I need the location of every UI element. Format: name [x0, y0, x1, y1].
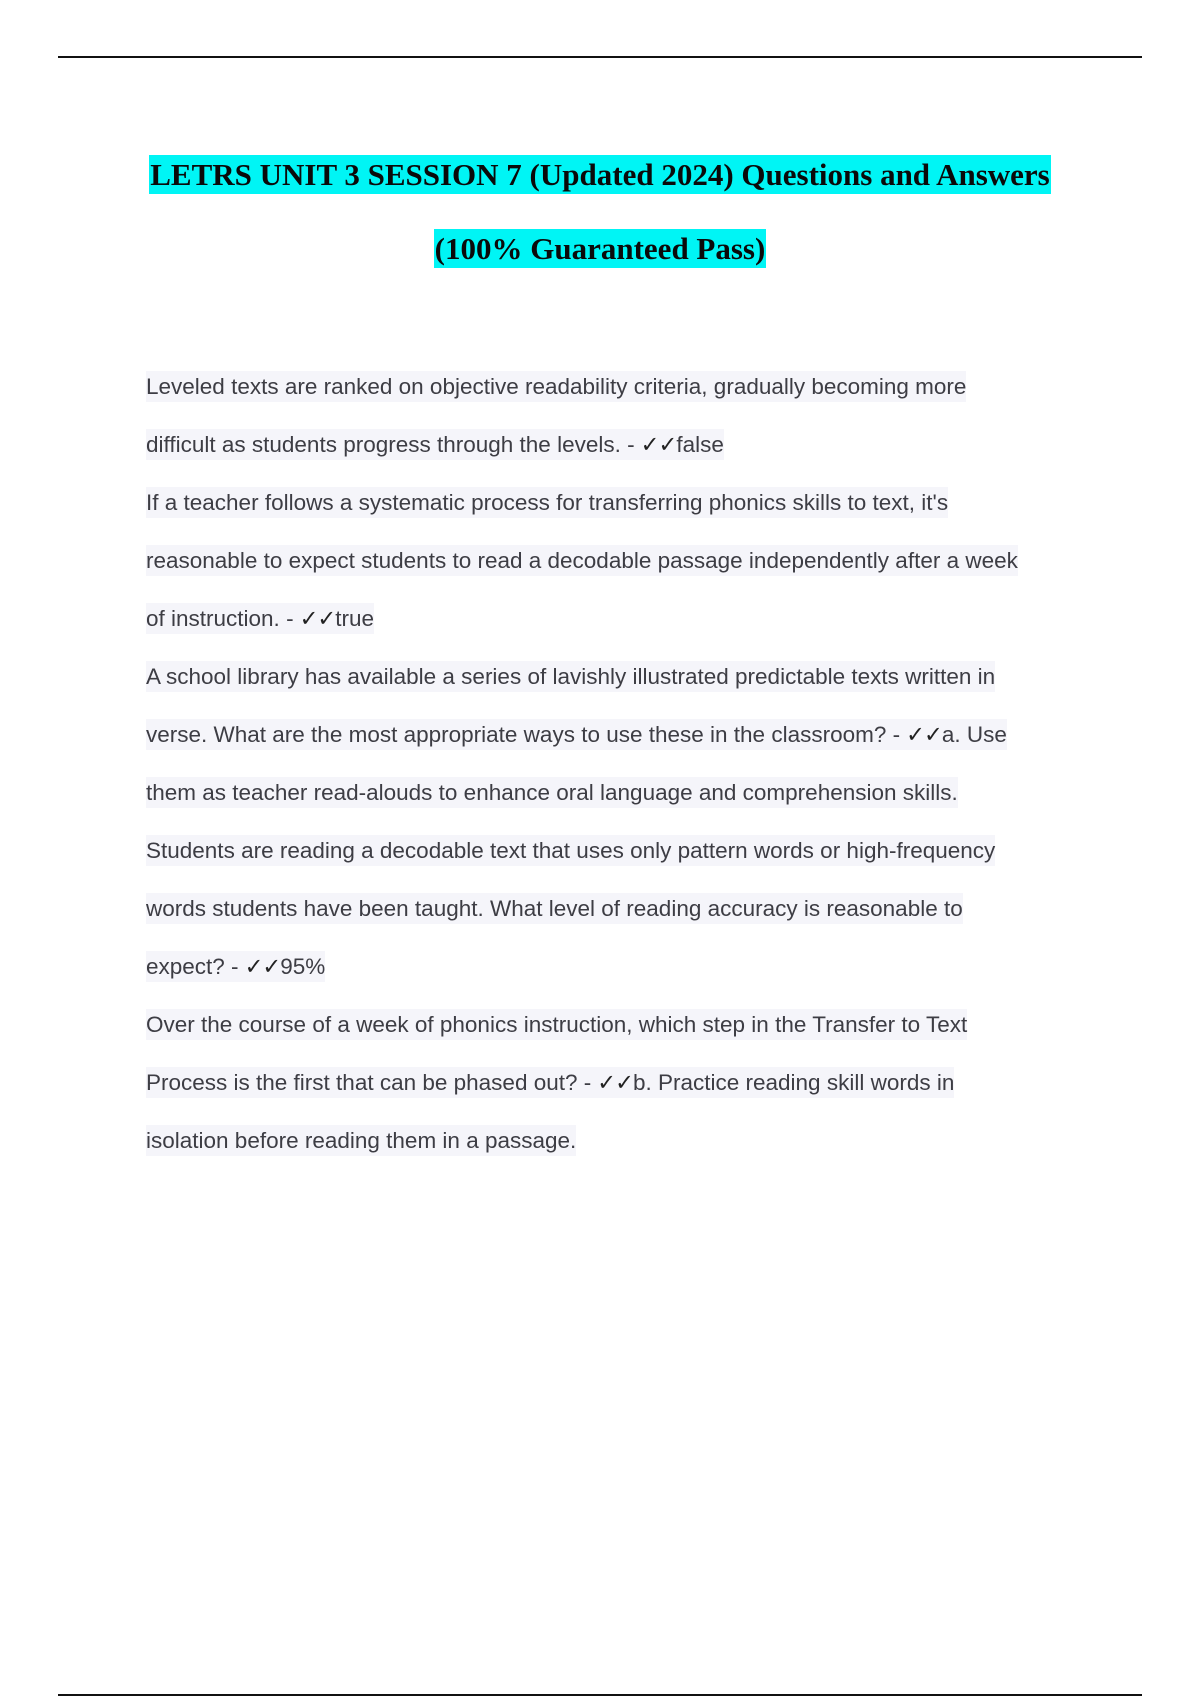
double-check-icon: ✓✓ [640, 432, 677, 457]
double-check-icon: ✓✓ [597, 1070, 633, 1095]
question-text: Process is the first that can be phased out? - [146, 1070, 592, 1095]
qa-item [146, 367, 1106, 483]
question-text: reasonable to expect students to read a decodable passage independently after a week [146, 545, 1018, 576]
question-text: Leveled texts are ranked on objective readability criteria, gradually becoming more [146, 371, 966, 402]
question-text: verse. What are the most appropriate ways to use these in the classroom? - [146, 722, 901, 747]
title-line-1: LETRS UNIT 3 SESSION 7 (Updated 2024) Questions and Answers [150, 157, 1050, 192]
question-text: Over the course of a week of phonics instruction, which step in the Transfer to Text [146, 1009, 967, 1040]
question-text: Students are reading a decodable text that uses only pattern words or high-frequency [146, 835, 995, 866]
qa-item [146, 483, 1106, 657]
top-rule [58, 56, 1142, 58]
question-text: expect? - [146, 954, 239, 979]
answer-text: isolation before reading them in a passage. [146, 1125, 576, 1156]
document-title [0, 138, 1200, 286]
answer-text: them as teacher read-alouds to enhance oral language and comprehension skills. [146, 777, 958, 808]
qa-item [146, 657, 1106, 831]
question-text: of instruction. - [146, 606, 294, 631]
answer-text: a. Use [941, 722, 1007, 747]
bottom-rule [58, 1694, 1142, 1696]
double-check-icon: ✓✓ [244, 954, 281, 979]
question-text: words students have been taught. What level of reading accuracy is reasonable to [146, 893, 963, 924]
question-text: difficult as students progress through the levels. - [146, 432, 635, 457]
double-check-icon: ✓✓ [299, 606, 336, 631]
double-check-icon: ✓✓ [906, 722, 942, 747]
qa-list [146, 367, 1106, 1179]
answer-text: false [676, 432, 724, 457]
answer-text: 95% [280, 954, 326, 979]
question-text: If a teacher follows a systematic process for transferring phonics skills to text, it's [146, 487, 948, 518]
answer-text: b. Practice reading skill words in [632, 1070, 955, 1095]
question-text: A school library has available a series of lavishly illustrated predictable texts written in [146, 661, 995, 692]
answer-text: true [335, 606, 375, 631]
title-line-2: (100% Guaranteed Pass) [434, 231, 766, 266]
qa-item [146, 1005, 1106, 1179]
qa-item [146, 831, 1106, 1005]
